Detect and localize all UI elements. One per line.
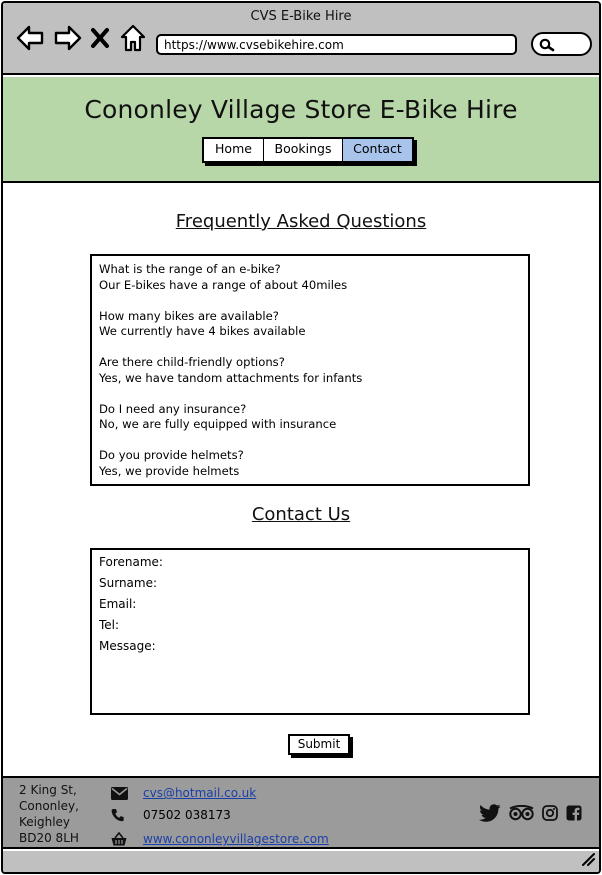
address-line: 2 King St, [19,783,77,797]
back-button[interactable] [15,23,45,53]
tel-field[interactable]: Tel: [99,618,120,632]
facebook-icon[interactable] [566,805,582,825]
faq-heading: Frequently Asked Questions [175,211,427,232]
contact-form [90,548,530,715]
nav-bookings[interactable]: Bookings [264,139,343,161]
faq-question: What is the range of an e-bike? [99,262,281,276]
forename-field[interactable]: Forename: [99,555,163,569]
envelope-icon [111,787,133,800]
email-field[interactable]: Email: [99,597,137,611]
browser-window [1,1,601,874]
social-links [479,804,582,826]
footer-website [111,832,329,846]
browser-search-button[interactable] [531,32,592,56]
contact-heading: Contact Us [251,504,351,525]
site-title: Cononley Village Store E-Bike Hire [84,95,518,124]
faq-item [99,355,521,386]
faq-question: How many bikes are available? [99,308,279,323]
shopping-basket-icon [111,832,133,846]
close-icon [90,27,110,49]
nav-home[interactable]: Home [204,139,264,161]
stop-button[interactable] [89,23,111,53]
faq-box [90,254,530,486]
faq-item [99,402,521,433]
site-footer [3,776,599,849]
message-field[interactable]: Message: [99,639,156,653]
search-icon [539,38,555,52]
forward-button[interactable] [53,23,83,53]
address-line: BD20 8LH [19,831,79,845]
forward-icon [53,24,83,52]
phone-icon [111,808,133,822]
back-icon [15,24,45,52]
email-link[interactable]: cvs@hotmail.co.uk [143,786,257,800]
nav-contact[interactable]: Contact [343,139,412,161]
home-icon [120,24,146,52]
footer-phone [111,808,231,822]
faq-question: Do you provide helmets? [99,448,244,462]
resize-grip-icon[interactable] [581,851,595,870]
footer-email [111,786,256,800]
faq-answer: Yes, we have tandom attachments for infants [99,370,363,385]
twitter-icon[interactable] [479,804,501,826]
website-link[interactable]: www.cononleyvillagestore.com [143,832,329,846]
faq-answer: Our E-bikes have a range of about 40miles [99,277,348,292]
tripadvisor-icon[interactable] [509,805,534,825]
submit-button[interactable]: Submit [288,734,350,755]
main-nav [202,137,414,163]
window-title: CVS E-Bike Hire [250,9,352,24]
faq-question: Do I need any insurance? [99,401,247,416]
address-line: Cononley, [19,799,79,813]
address-bar[interactable]: https://www.cvsebikehire.com [156,34,517,55]
browser-toolbar [3,3,599,75]
faq-answer: Yes, we provide helmets [99,463,240,478]
address [19,782,79,846]
status-bar [3,851,599,872]
faq-item [99,309,521,340]
site-header [3,77,599,183]
faq-question: Are there child-friendly options? [99,355,285,369]
home-button[interactable] [118,23,148,53]
surname-field[interactable]: Surname: [99,576,158,590]
faq-answer: We currently have 4 bikes available [99,324,306,338]
phone-number: 07502 038173 [143,808,231,822]
faq-item [99,262,521,293]
instagram-icon[interactable] [542,805,558,825]
faq-answer: No, we are fully equipped with insurance [99,417,337,431]
address-line: Keighley [19,815,71,829]
faq-item [99,448,521,479]
